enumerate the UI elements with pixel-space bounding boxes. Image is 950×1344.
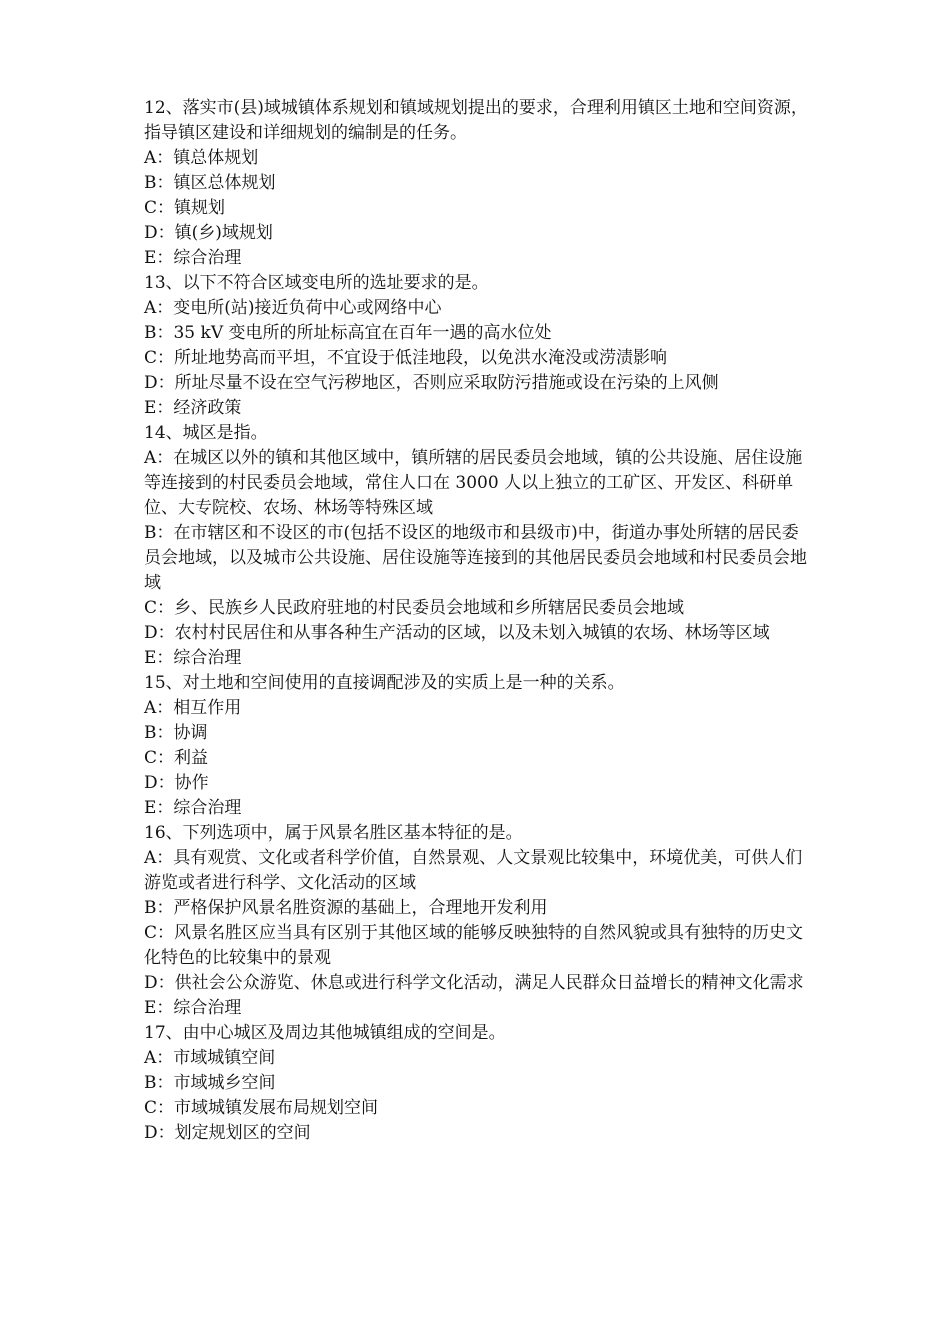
option-d: D：划定规划区的空间 <box>144 1123 311 1143</box>
option-a: A：变电所(站)接近负荷中心或网络中心 <box>144 298 442 318</box>
option-d: D：农村村民居住和从事各种生产活动的区域，以及未划入城镇的农场、林场等区域 <box>144 623 770 643</box>
option-b: B：35 kV 变电所的所址标高宜在百年一遇的高水位处 <box>144 323 552 343</box>
option-d: D：协作 <box>144 773 209 793</box>
option-e: E：综合治理 <box>144 998 242 1018</box>
question-list <box>144 96 814 1146</box>
option-c: C：所址地势高而平坦，不宜设于低洼地段，以免洪水淹没或涝渍影响 <box>144 348 668 368</box>
option-b: B：严格保护风景名胜资源的基础上，合理地开发利用 <box>144 898 548 918</box>
option-a: A：具有观赏、文化或者科学价值，自然景观、人文景观比较集中，环境优美，可供人们游览或者进行科学、文化活动的区域 <box>144 848 803 893</box>
option-b: B：在市辖区和不设区的市(包括不设区的地级市和县级市)中，街道办事处所辖的居民委员会地域，以及城市公共设施、居住设施等连接到的其他居民委员会地域和村民委员会地域 <box>144 523 807 593</box>
option-d: D：镇(乡)域规划 <box>144 223 273 243</box>
question-17 <box>144 1021 814 1146</box>
option-c: C：利益 <box>144 748 209 768</box>
option-c: C：风景名胜区应当具有区别于其他区域的能够反映独特的自然风貌或具有独特的历史文化特色的比较集中的景观 <box>144 923 804 968</box>
question-16 <box>144 821 814 1021</box>
question-stem: 17、由中心城区及周边其他城镇组成的空间是。 <box>144 1023 506 1043</box>
question-13 <box>144 271 814 421</box>
question-stem: 14、城区是指。 <box>144 423 268 443</box>
question-stem: 13、以下不符合区域变电所的选址要求的是。 <box>144 273 489 293</box>
option-b: B：市域城乡空间 <box>144 1073 276 1093</box>
option-d: D：供社会公众游览、休息或进行科学文化活动，满足人民群众日益增长的精神文化需求 <box>144 973 804 993</box>
option-b: B：协调 <box>144 723 208 743</box>
option-e: E：经济政策 <box>144 398 242 418</box>
option-a: A：市域城镇空间 <box>144 1048 276 1068</box>
option-c: C：镇规划 <box>144 198 226 218</box>
option-d: D：所址尽量不设在空气污秽地区，否则应采取防污措施或设在污染的上风侧 <box>144 373 719 393</box>
option-c: C：市域城镇发展布局规划空间 <box>144 1098 379 1118</box>
option-c: C：乡、民族乡人民政府驻地的村民委员会地域和乡所辖居民委员会地域 <box>144 598 685 618</box>
option-e: E：综合治理 <box>144 798 242 818</box>
option-e: E：综合治理 <box>144 648 242 668</box>
option-a: A：在城区以外的镇和其他区域中，镇所辖的居民委员会地域，镇的公共设施、居住设施等连接到的村民委员会地域，常住人口在 3000 人以上独立的工矿区、开发区、科研单位、大专院校、农场、林场等特殊区域 <box>144 448 803 518</box>
option-b: B：镇区总体规划 <box>144 173 276 193</box>
option-e: E：综合治理 <box>144 248 242 268</box>
question-14 <box>144 421 814 671</box>
option-a: A：相互作用 <box>144 698 242 718</box>
option-a: A：镇总体规划 <box>144 148 259 168</box>
question-stem: 12、落实市(县)域城镇体系规划和镇域规划提出的要求，合理利用镇区土地和空间资源，指导镇区建设和详细规划的编制是的任务。 <box>144 98 808 143</box>
question-stem: 16、下列选项中，属于风景名胜区基本特征的是。 <box>144 823 523 843</box>
question-stem: 15、对土地和空间使用的直接调配涉及的实质上是一种的关系。 <box>144 673 625 693</box>
question-12 <box>144 96 814 271</box>
question-15 <box>144 671 814 821</box>
